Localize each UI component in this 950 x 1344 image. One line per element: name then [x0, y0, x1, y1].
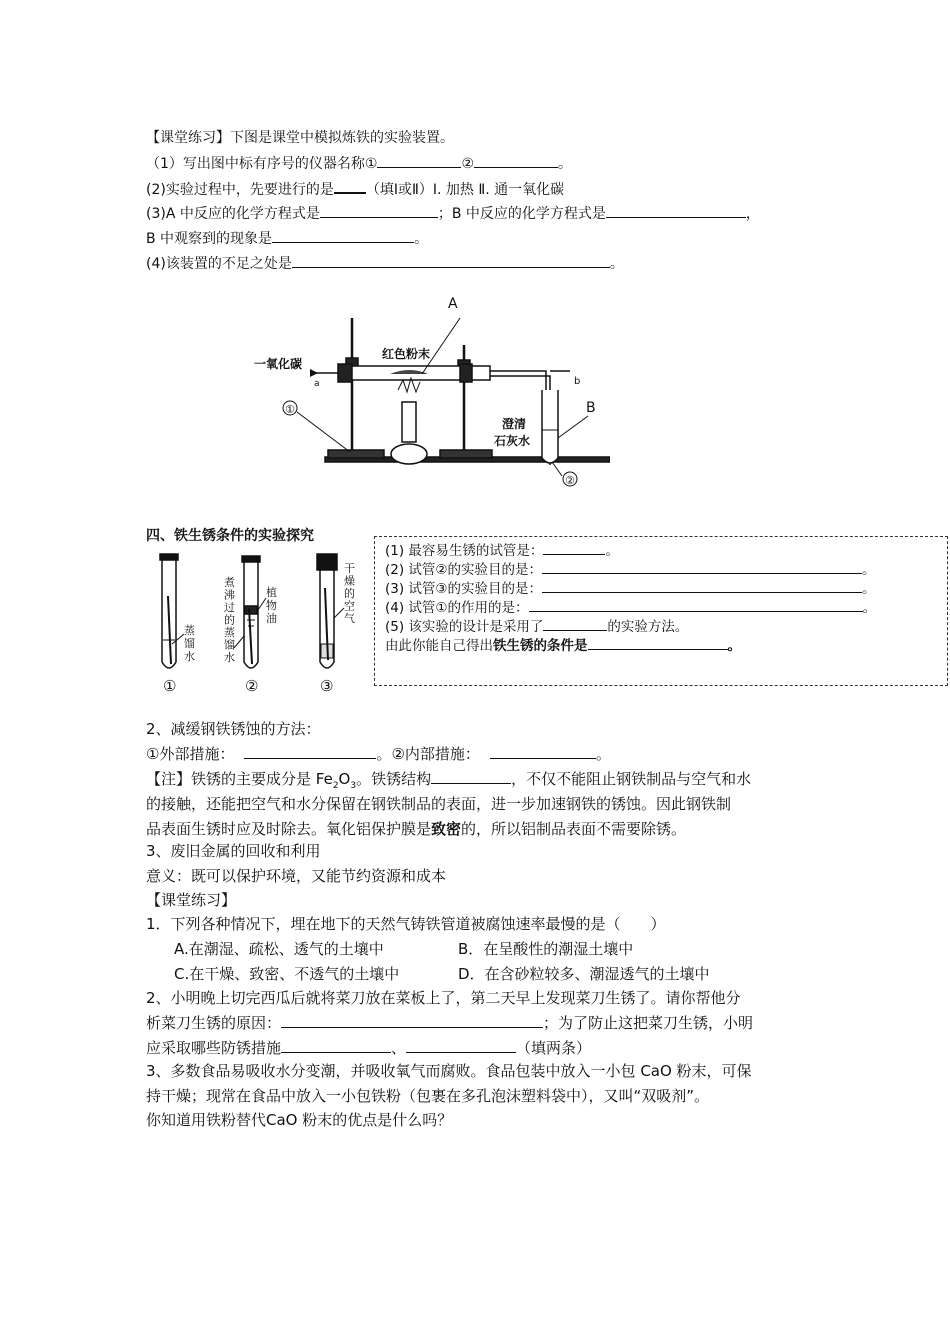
leader-1 [297, 412, 350, 452]
box-line-1 [385, 540, 619, 561]
practice-q2-l3a: 应采取哪些防锈措施 [146, 1039, 282, 1057]
note-a: 【注】铁锈的主要成分是 Fe [146, 770, 333, 788]
box-q4: (4) 试管①的作用的是： [385, 600, 529, 616]
external-measures-blank[interactable] [244, 744, 376, 759]
box-line-2 [385, 559, 876, 580]
practice-q3-line-3: 你知道用铁粉替代CaO 粉末的优点是什么吗？ [146, 1111, 453, 1129]
question-box [374, 536, 948, 686]
practice-q1-option-d: D．在含砂粒较多、潮湿透气的土壤中 [458, 965, 710, 983]
fig2-label-tube3-4: 气 [344, 612, 355, 625]
box-q2: (2) 试管②的实验目的是： [385, 562, 543, 578]
burner-base [391, 444, 427, 464]
smelting-apparatus-figure [250, 290, 610, 490]
label-1: ① [285, 403, 295, 416]
rust-structure-blank[interactable] [431, 769, 511, 784]
tube-2-leader-right [258, 598, 266, 610]
label-2: ② [565, 474, 575, 487]
label-outlet-b: b [574, 376, 581, 387]
answer-blank-2[interactable] [334, 178, 366, 194]
fig2-num2: ② [245, 677, 259, 695]
answer-blank-3a[interactable] [320, 203, 438, 218]
fig2-label-tube2-left-5: 馏 [224, 638, 235, 652]
practice-q1-option-a: A.在潮湿、疏松、透气的土壤中 [174, 940, 384, 958]
q4-prefix: (4)该装置的不足之处是 [146, 256, 292, 272]
section3-meaning: 意义：既可以保护环境，又能节约资源和成本 [146, 867, 447, 885]
test-tube-b [542, 390, 558, 463]
tube-3-stopper [317, 554, 337, 570]
label-b: B [586, 400, 596, 416]
note-sub-1: 2 [332, 781, 339, 791]
box-blank-3[interactable] [542, 578, 862, 593]
left-stopper [338, 364, 352, 382]
question-3 [146, 203, 760, 224]
label-a: A [448, 296, 458, 312]
box-q3: (3) 试管③的实验目的是： [385, 581, 543, 597]
box-q4-end: 。 [862, 600, 877, 616]
left-stand-base [328, 450, 384, 458]
answer-blank-3c[interactable] [272, 228, 414, 243]
q3-end: ， [745, 206, 760, 222]
fig2-label-tube1-2: 水 [184, 650, 195, 663]
note-line-2: 的接触，还能把空气和水分保留在钢铁制品的表面，进一步加速钢铁的锈蚀。因此钢铁制 [146, 795, 732, 813]
q1-end: 。 [558, 156, 573, 172]
answer-blank-3b[interactable] [606, 203, 746, 218]
box-q2-end: 。 [862, 562, 876, 578]
box-q5: (5) 该实验的设计是采用了 [385, 619, 544, 635]
practice-q2-l2a: 析菜刀生锈的原因： [146, 1014, 282, 1032]
label-limewater-1: 澄清 [502, 417, 527, 431]
box-q6: 由此你能自己得出 [385, 638, 493, 654]
label-limewater-2: 石灰水 [494, 434, 531, 448]
external-measures-label: ①外部措施： [146, 745, 235, 763]
q2-prefix: (2)实验过程中，先要进行的是 [146, 182, 334, 198]
box-q6-bold: 铁生锈的条件是 [493, 638, 588, 654]
tube-2-oil-layer [245, 606, 257, 614]
box-q3-end: 。 [862, 581, 876, 597]
prevent-blank-1[interactable] [281, 1038, 391, 1053]
practice-q2-line-3 [146, 1037, 591, 1059]
fig2-label-tube2-left-4: 蒸 [224, 626, 235, 639]
box-line-6 [385, 635, 741, 656]
practice-q2-l2b: ；为了防止这把菜刀生锈，小明 [543, 1014, 754, 1032]
fig2-label-tube3-0: 干 [344, 562, 355, 575]
q3-prefix: (3)A 中反应的化学方程式是 [146, 206, 320, 222]
note-c: ，不仅不能阻止钢铁制品与空气和水 [511, 770, 752, 788]
tube-3-leader [334, 608, 344, 618]
tube-1-rim [160, 554, 178, 560]
answer-blank-1a[interactable] [377, 153, 461, 168]
practice-q1-option-c: C.在干燥、致密、不透气的土壤中 [174, 965, 400, 983]
practice-q3-line-1: 3、多数食品易吸收水分变潮，并吸收氧气而腐败。食品包装中放入一小包 CaO 粉末，可保 [146, 1062, 752, 1080]
fig2-label-tube2-right-0: 植 [266, 586, 277, 599]
q3-mid: ；B 中反应的化学方程式是 [437, 206, 606, 222]
fig2-label-tube2-left-6: 水 [224, 651, 235, 664]
note-line-3 [146, 818, 686, 840]
box-q1: (1) 最容易生锈的试管是： [385, 543, 544, 559]
fig2-label-tube2-left-3: 的 [224, 613, 235, 627]
fig2-label-tube2-left-2: 过 [224, 601, 235, 614]
question-2 [146, 178, 564, 200]
fig2-label-tube3-2: 的 [344, 587, 355, 600]
box-q6-end: 。 [727, 638, 741, 654]
q4-end: 。 [609, 256, 624, 272]
fig2-label-tube2-left-0: 煮 [224, 576, 235, 589]
fig2-label-tube3-1: 燥 [344, 574, 355, 588]
box-line-4 [385, 597, 876, 618]
practice-q2-line-1: 2、小明晚上切完西瓜后就将菜刀放在菜板上了，第二天早上发现菜刀生锈了。请你帮他分 [146, 989, 741, 1007]
q1-mid: ② [461, 156, 475, 172]
section4-heading: 四、铁生锈条件的实验探究 [146, 528, 314, 544]
leader-b [558, 416, 588, 438]
fig2-label-tube2-right-2: 油 [266, 612, 277, 625]
box-blank-5[interactable] [543, 616, 607, 631]
fig2-num1: ① [163, 677, 177, 695]
section3-title: 3、废旧金属的回收和利用 [146, 842, 321, 860]
internal-measures-blank[interactable] [490, 744, 596, 759]
note-b: 。铁锈结构 [356, 770, 432, 788]
note-o: O [338, 770, 351, 788]
practice-q1: 1．下列各种情况下，埋在地下的天然气铸铁管道被腐蚀速率最慢的是（ ） [146, 915, 666, 933]
answer-blank-1b[interactable] [474, 153, 558, 168]
box-line-5 [385, 616, 688, 637]
practice-q1-option-b: B．在呈酸性的潮湿土壤中 [458, 940, 634, 958]
box-q5-end: 的实验方法。 [607, 619, 689, 635]
co-arrow [310, 369, 318, 377]
box-line-3 [385, 578, 876, 599]
q1-prefix: （1）写出图中标有序号的仪器名称① [146, 156, 378, 172]
answer-blank-4[interactable] [292, 253, 610, 268]
section2-title: 2、减缓钢铁锈蚀的方法： [146, 720, 321, 738]
practice-q2-l3b: 、 [391, 1039, 407, 1057]
fig2-label-tube1-1: 馏 [184, 637, 195, 650]
practice-q2-line-2 [146, 1012, 753, 1034]
q3b-prefix: B 中观察到的现象是 [146, 231, 273, 247]
note-line3-a: 品表面生锈时应及时除去。氧化铝保护膜是 [146, 820, 432, 838]
q3b-end: 。 [414, 231, 429, 247]
right-stand-base [440, 450, 492, 458]
tube-2-rim [242, 556, 260, 562]
right-stopper [460, 364, 472, 382]
measures-end: 。 [595, 745, 611, 763]
fig2-label-tube2-left-1: 沸 [224, 588, 235, 602]
fig2-label-tube2-right-1: 物 [266, 599, 277, 612]
box-blank-1[interactable] [543, 540, 605, 555]
prevent-blank-2[interactable] [406, 1038, 516, 1053]
label-carbon-monoxide: 一氧化碳 [254, 357, 303, 371]
fig2-num3: ③ [320, 677, 334, 695]
rust-cause-blank[interactable] [281, 1013, 543, 1028]
outlet-tube-1 [490, 371, 546, 390]
label-red-powder: 红色粉末 [382, 347, 431, 361]
box-q1-end: 。 [605, 543, 619, 559]
question-1 [146, 153, 572, 174]
box-blank-2[interactable] [542, 559, 862, 574]
note-line3-bold: 致密 [431, 820, 462, 838]
lamp-chimney [402, 402, 416, 442]
internal-measures-label: 。②内部措施： [376, 745, 480, 763]
leader-2 [552, 462, 562, 476]
rusting-test-tubes-figure [148, 548, 364, 698]
box-blank-4[interactable] [529, 597, 863, 612]
note-sub-2: 3 [350, 781, 357, 791]
practice-q2-l3c: （填两条） [516, 1039, 592, 1057]
box-blank-6[interactable] [588, 635, 728, 650]
practice-heading: 【课堂练习】 [146, 891, 237, 909]
fig2-label-tube3-3: 空 [344, 599, 355, 613]
note-line3-c: 的，所以铝制品表面不需要除锈。 [461, 820, 687, 838]
label-inlet-a: a [314, 379, 320, 389]
measures-line [146, 743, 611, 765]
question-4 [146, 253, 624, 274]
tube-2-leader-left [234, 636, 244, 648]
fig2-label-tube1-0: 蒸 [184, 624, 195, 637]
question-3b [146, 228, 428, 249]
q2-suffix: （填Ⅰ或Ⅱ）Ⅰ. 加热 Ⅱ. 通一氧化碳 [365, 182, 565, 198]
exercise-heading: 【课堂练习】下图是课堂中模拟炼铁的实验装置。 [146, 130, 454, 146]
practice-q3-line-2: 持干燥；现常在食品中放入一小包铁粉（包裹在多孔泡沫塑料袋中），又叫“双吸剂”。 [146, 1087, 710, 1105]
